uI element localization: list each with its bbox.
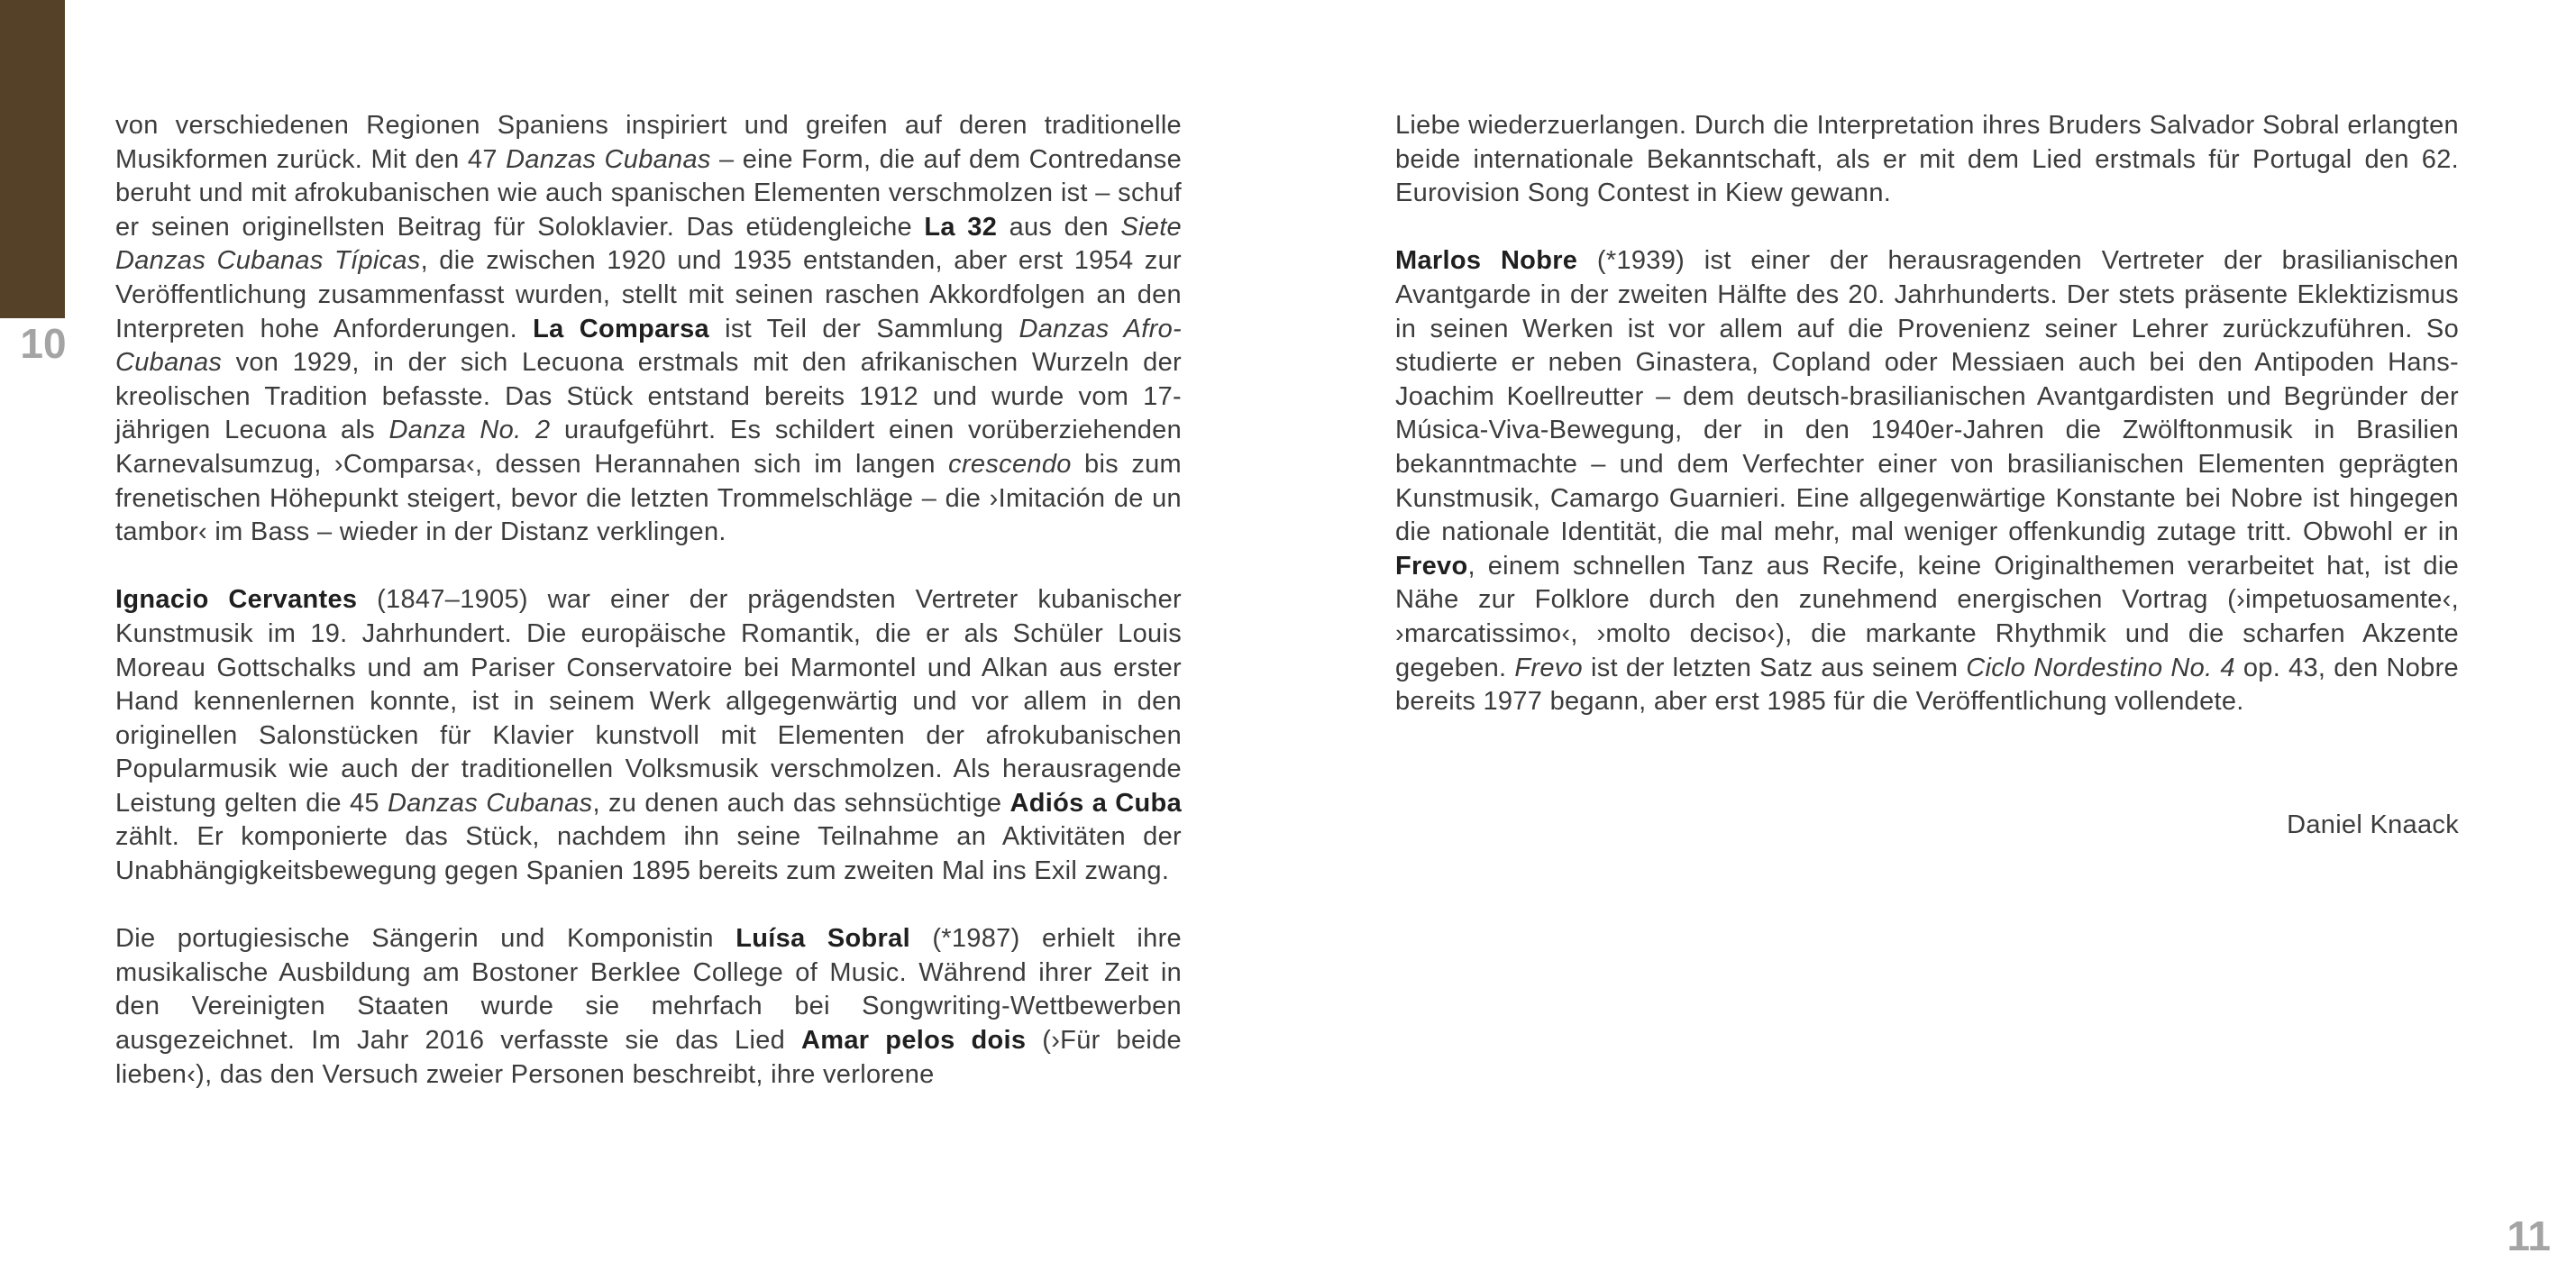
text-segment: zählt. Er komponierte das Stück, nachdem ihn seine Teilnahme an Aktivitäten der Unabhängigkeitsbewegung gegen Spanien 1895 bereits zum zweiten Mal ins Exil zwang. <box>115 822 1182 886</box>
text-segment: (*1939) ist einer der herausragenden Vertreter der brasilianischen Avantgarde in der zweiten Hälfte des 20. Jahrhunderts. Der stets präsente Eklektizismus in seinen Werken ist vor allem auf die Provenienz seiner Lehrer zurückzuführen. So studierte er neben Ginastera, Copland oder Messiaen auch bei den Antipoden Hans-Joachim Koellreutter – dem deutsch-brasilianischen Avantgardisten und Begründer der Música-Viva-Bewegung, der in den 1940er-Jahren die Zwölftonmusik in Brasilien bekanntmachte – und dem Verfechter einer von brasilianischen Elementen geprägten Kunstmusik, Camargo Guarnieri. Eine allgegenwärtige Konstante bei Nobre ist hingegen die nationale Identität, die mal mehr, mal weniger offenkundig zutage tritt. Obwohl er in <box>1395 246 2459 547</box>
accent-bar <box>0 0 65 318</box>
text-segment: , zu denen auch das sehnsüchtige <box>592 788 1010 818</box>
paragraph <box>115 109 1182 550</box>
text-segment: op. 43, den Nobre bereits 1977 begann, aber erst 1985 für die Veröffentlichung vollendete. <box>1395 653 2459 717</box>
bold-text-segment: La Comparsa <box>533 314 709 343</box>
page-number-right: 11 <box>2507 1212 2551 1259</box>
bold-text-segment: La 32 <box>924 212 998 242</box>
text-segment: ist Teil der Sammlung <box>708 314 1019 343</box>
bold-text-segment: Adiós a Cuba <box>1009 788 1182 818</box>
text-segment: von 1929, in der sich Lecuona erstmals mit den afrikanischen Wurzeln der kreolischen Tradition befasste. Das Stück entstand bereits 1912 und wurde vom 17-jährigen Lecuona als <box>115 348 1182 445</box>
italic-text-segment: crescendo <box>948 449 1072 479</box>
italic-text-segment: Danza No. 2 <box>388 416 551 445</box>
bold-text-segment: Ignacio Cervantes <box>115 585 358 615</box>
text-segment: bis zum frenetischen Höhepunkt steigert, bevor die letzten Trommelschläge – die ›Imitación de un tambor‹ im Bass – wieder in der Distanz verklingen. <box>115 449 1183 547</box>
text-segment: von verschiedenen Regionen Spaniens inspiriert und greifen auf deren traditionelle Musikformen zurück. Mit den 47 <box>115 111 1182 174</box>
paragraph <box>115 583 1182 888</box>
text-segment: (›Für beide lieben‹), das den Versuch zweier Personen beschreibt, ihre verlorene <box>115 1026 1182 1089</box>
text-segment: Liebe wiederzuerlangen. Durch die Interpretation ihres Bruders Salvador Sobral erlangten beide internationale Bekanntschaft, als er mit dem Lied erstmals für Portugal den 62. Eurovision Song Contest in Kiew gewann. <box>1395 111 2459 208</box>
bold-text-segment: Amar pelos dois <box>801 1026 1027 1056</box>
text-segment: – eine Form, die auf dem Contredanse beruht und mit afrokubanischen wie auch spanischen Elementen verschmolzen ist – schuf er seinen originellsten Beitrag für Soloklavier. Das etüdengleiche <box>115 144 1183 242</box>
text-segment: aus den <box>997 212 1121 242</box>
italic-text-segment: Siete Danzas Cubanas Típicas <box>115 212 1182 276</box>
bold-text-segment: Marlos Nobre <box>1395 246 1578 276</box>
text-segment: Die portugiesische Sängerin und Komponistin <box>115 924 736 954</box>
italic-text-segment: Danzas Afro-Cubanas <box>115 314 1182 378</box>
signature-holder <box>1395 774 2459 842</box>
page-number-left: 10 <box>20 320 67 367</box>
italic-text-segment: Frevo <box>1514 653 1583 682</box>
left-text-column <box>115 109 1182 1092</box>
text-segment: uraufgeführt. Es schildert einen vorüberziehenden Karnevalsumzug, ›Comparsa‹, dessen Herannahen sich im langen <box>115 416 1183 479</box>
text-segment: (*1987) erhielt ihre musikalische Ausbildung am Bostoner Berklee College of Music. Während ihrer Zeit in den Vereinigten Staaten wurde sie mehrfach bei Songwriting-Wettbewerben ausgezeichnet. Im Jahr 2016 verfasste sie das Lied <box>115 924 1182 1056</box>
text-segment: (1847–1905) war einer der prägendsten Vertreter kubanischer Kunstmusik im 19. Jahrhundert. Die europäische Romantik, die er als Schüler Louis Moreau Gottschalks und am Pariser Conservatoire bei Marmontel und Alkan aus erster Hand kennenlernen konnte, ist in seinem Werk allgegenwärtig und vor allem in den originellen Salonstücken für Klavier kunstvoll mit Elementen der afrokubanischen Popularmusik wie auch der traditionellen Volksmusik verschmolzen. Als herausragende Leistung gelten die 45 <box>115 585 1182 818</box>
text-segment: , die zwischen 1920 und 1935 entstanden, aber erst 1954 zur Veröffentlichung zusammenfasst wurden, stellt mit seinen raschen Akkordfolgen an den Interpreten hohe Anforderungen. <box>115 246 1182 343</box>
italic-text-segment: Danzas Cubanas <box>506 144 711 174</box>
bold-text-segment: Frevo <box>1395 551 1468 581</box>
text-segment: ist der letzten Satz aus seinem <box>1582 653 1967 682</box>
right-text-column <box>1395 109 2459 719</box>
text-segment: , einem schnellen Tanz aus Recife, keine Originalthemen verarbeitet hat, ist die Nähe zur Folklore durch den zunehmend energischen Vortrag (›impetuosamente‹, ›marcatissimo‹, ›molto deciso‹), die markante Rhythmik und die scharfen Akzente gegeben. <box>1395 551 2459 682</box>
italic-text-segment: Danzas Cubanas <box>388 788 593 818</box>
paragraph <box>1395 244 2459 718</box>
paragraph <box>115 922 1182 1092</box>
paragraph <box>1395 109 2459 211</box>
author-signature: Daniel Knaack <box>2287 810 2459 839</box>
bold-text-segment: Luísa Sobral <box>735 924 910 954</box>
italic-text-segment: Ciclo Nordestino No. 4 <box>1966 653 2235 682</box>
